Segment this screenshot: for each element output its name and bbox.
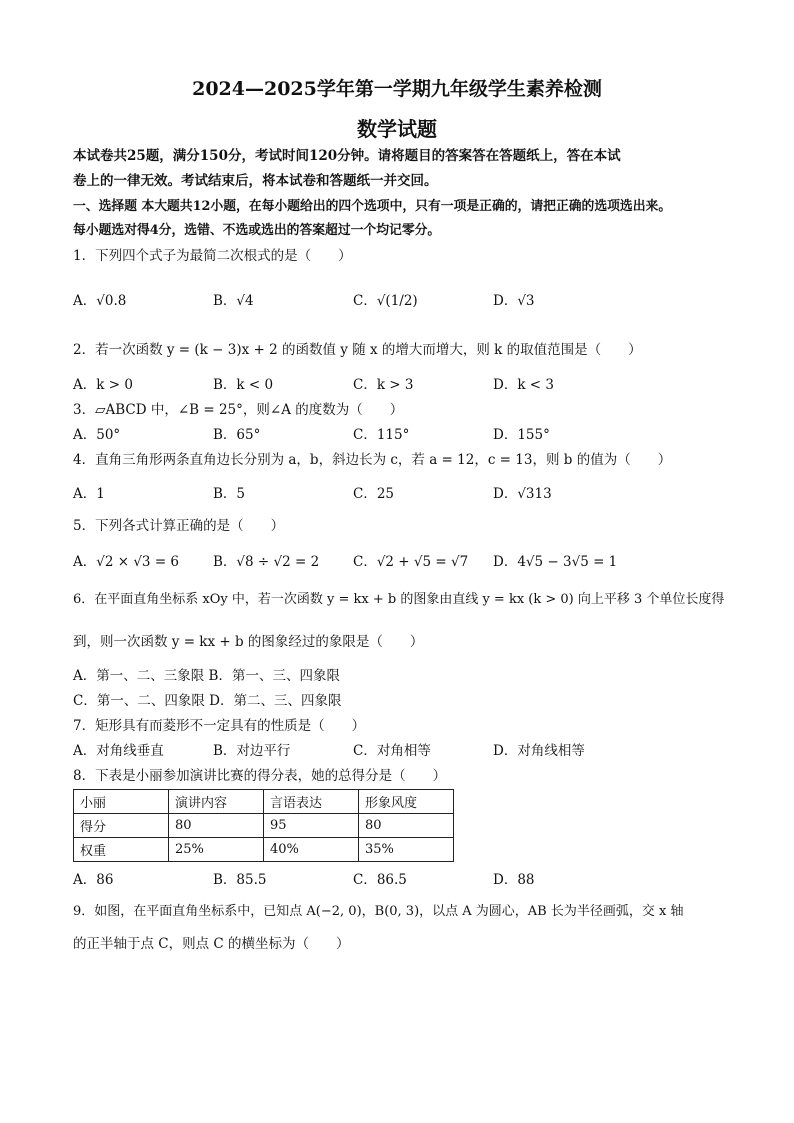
question-3-option-b: B．65°	[213, 427, 261, 443]
table-cell: 40%	[264, 838, 359, 862]
question-5-option-d: D．4√5 − 3√5 = 1	[493, 554, 618, 570]
instructions-line-1: 本试卷共25题，满分150分，考试时间120分钟。请将题目的答案答在答题纸上，答在本试	[73, 148, 621, 164]
question-1-option-b: B．√4	[213, 293, 254, 309]
question-1-options	[73, 290, 633, 312]
question-7-option-d: D．对角线相等	[493, 743, 585, 759]
question-4-option-d: D．√313	[493, 486, 552, 502]
table-cell: 25%	[169, 838, 264, 862]
question-6-stem-line-2: 到，则一次函数 y = kx + b 的图象经过的象限是（ ）	[73, 634, 424, 650]
question-7-option-b: B．对边平行	[213, 743, 291, 759]
question-2-option-c: C．k > 3	[353, 377, 414, 393]
question-9-stem-line-1: 9．如图，在平面直角坐标系中，已知点 A(−2, 0)，B(0, 3)，以点 A 为圆心，AB 长为半径画弧，交 x 轴	[73, 904, 684, 919]
question-6-stem-line-1: 6．在平面直角坐标系 xOy 中，若一次函数 y = kx + b 的图象由直线 y = kx (k > 0) 向上平移 3 个单位长度得	[73, 592, 725, 607]
question-2-option-d: D．k < 3	[493, 377, 554, 393]
question-3-option-c: C．115°	[353, 427, 410, 443]
question-8-option-a: A．86	[73, 872, 114, 888]
question-1-option-c: C．√(1/2)	[353, 293, 418, 309]
question-8-option-b: B．85.5	[213, 872, 267, 888]
table-cell: 小丽	[74, 790, 169, 814]
question-5-option-a: A．√2 × √3 = 6	[73, 554, 180, 570]
table-cell: 80	[169, 814, 264, 838]
question-7-stem: 7．矩形具有而菱形不一定具有的性质是（ ）	[73, 718, 366, 734]
question-8-options	[73, 869, 633, 891]
exam-title: 2024—2025学年第一学期九年级学生素养检测	[192, 78, 602, 100]
instructions-line-2: 卷上的一律无效。考试结束后，将本试卷和答题纸一并交回。	[73, 173, 438, 189]
question-3-stem: 3．▱ABCD 中，∠B = 25°，则∠A 的度数为（ ）	[73, 402, 404, 418]
question-2-option-a: A．k > 0	[73, 377, 133, 393]
question-7-option-c: C．对角相等	[353, 743, 431, 759]
section-heading-line-1: 一、选择题 本大题共12小题，在每小题给出的四个选项中，只有一项是正确的，请把正确的选项选出来。	[73, 199, 672, 214]
table-cell: 权重	[74, 838, 169, 862]
table-cell: 95	[264, 814, 359, 838]
question-8-option-c: C．86.5	[353, 872, 407, 888]
question-7-options	[73, 740, 633, 762]
question-3-options	[73, 424, 633, 446]
table-cell: 言语表达	[264, 790, 359, 814]
question-1-option-a: A．√0.8	[73, 293, 127, 309]
question-8-option-d: D．88	[493, 872, 535, 888]
table-row	[74, 838, 454, 862]
section-heading-line-2: 每小题选对得4分，选错、不选或选出的答案超过一个均记零分。	[73, 223, 441, 238]
question-2-stem: 2．若一次函数 y = (k − 3)x + 2 的函数值 y 随 x 的增大而增大，则 k 的取值范围是（ ）	[73, 342, 642, 358]
question-5-stem: 5．下列各式计算正确的是（ ）	[73, 518, 285, 534]
question-4-option-a: A．1	[73, 486, 105, 502]
question-1-stem: 1．下列四个式子为最简二次根式的是（ ）	[73, 248, 352, 264]
table-cell: 演讲内容	[169, 790, 264, 814]
question-2-options	[73, 374, 633, 396]
table-cell: 形象风度	[359, 790, 454, 814]
question-7-option-a: A．对角线垂直	[73, 743, 164, 759]
table-row	[74, 814, 454, 838]
table-cell: 80	[359, 814, 454, 838]
question-6-options-line-1: A．第一、二、三象限 B．第一、三、四象限	[73, 668, 340, 684]
table-cell: 35%	[359, 838, 454, 862]
question-9-stem-line-2: 的正半轴于点 C，则点 C 的横坐标为（ ）	[73, 936, 350, 952]
question-4-stem: 4．直角三角形两条直角边长分别为 a，b，斜边长为 c，若 a = 12，c = 13，则 b 的值为（ ）	[73, 452, 672, 468]
question-6-options-line-2: C．第一、二、四象限 D．第二、三、四象限	[73, 693, 342, 709]
question-4-option-b: B．5	[213, 486, 246, 502]
table-row	[74, 790, 454, 814]
table-cell: 得分	[74, 814, 169, 838]
question-3-option-a: A．50°	[73, 427, 121, 443]
question-5-option-b: B．√8 ÷ √2 = 2	[213, 554, 320, 570]
question-5-options	[73, 551, 633, 573]
question-8-stem: 8．下表是小丽参加演讲比赛的得分表，她的总得分是（ ）	[73, 768, 447, 784]
question-4-options	[73, 483, 633, 505]
question-4-option-c: C．25	[353, 486, 395, 502]
question-1-option-d: D．√3	[493, 293, 535, 309]
question-2-option-b: B．k < 0	[213, 377, 274, 393]
score-table	[73, 789, 454, 862]
question-5-option-c: C．√2 + √5 = √7	[353, 554, 469, 570]
exam-subtitle: 数学试题	[357, 117, 437, 141]
question-3-option-d: D．155°	[493, 427, 550, 443]
